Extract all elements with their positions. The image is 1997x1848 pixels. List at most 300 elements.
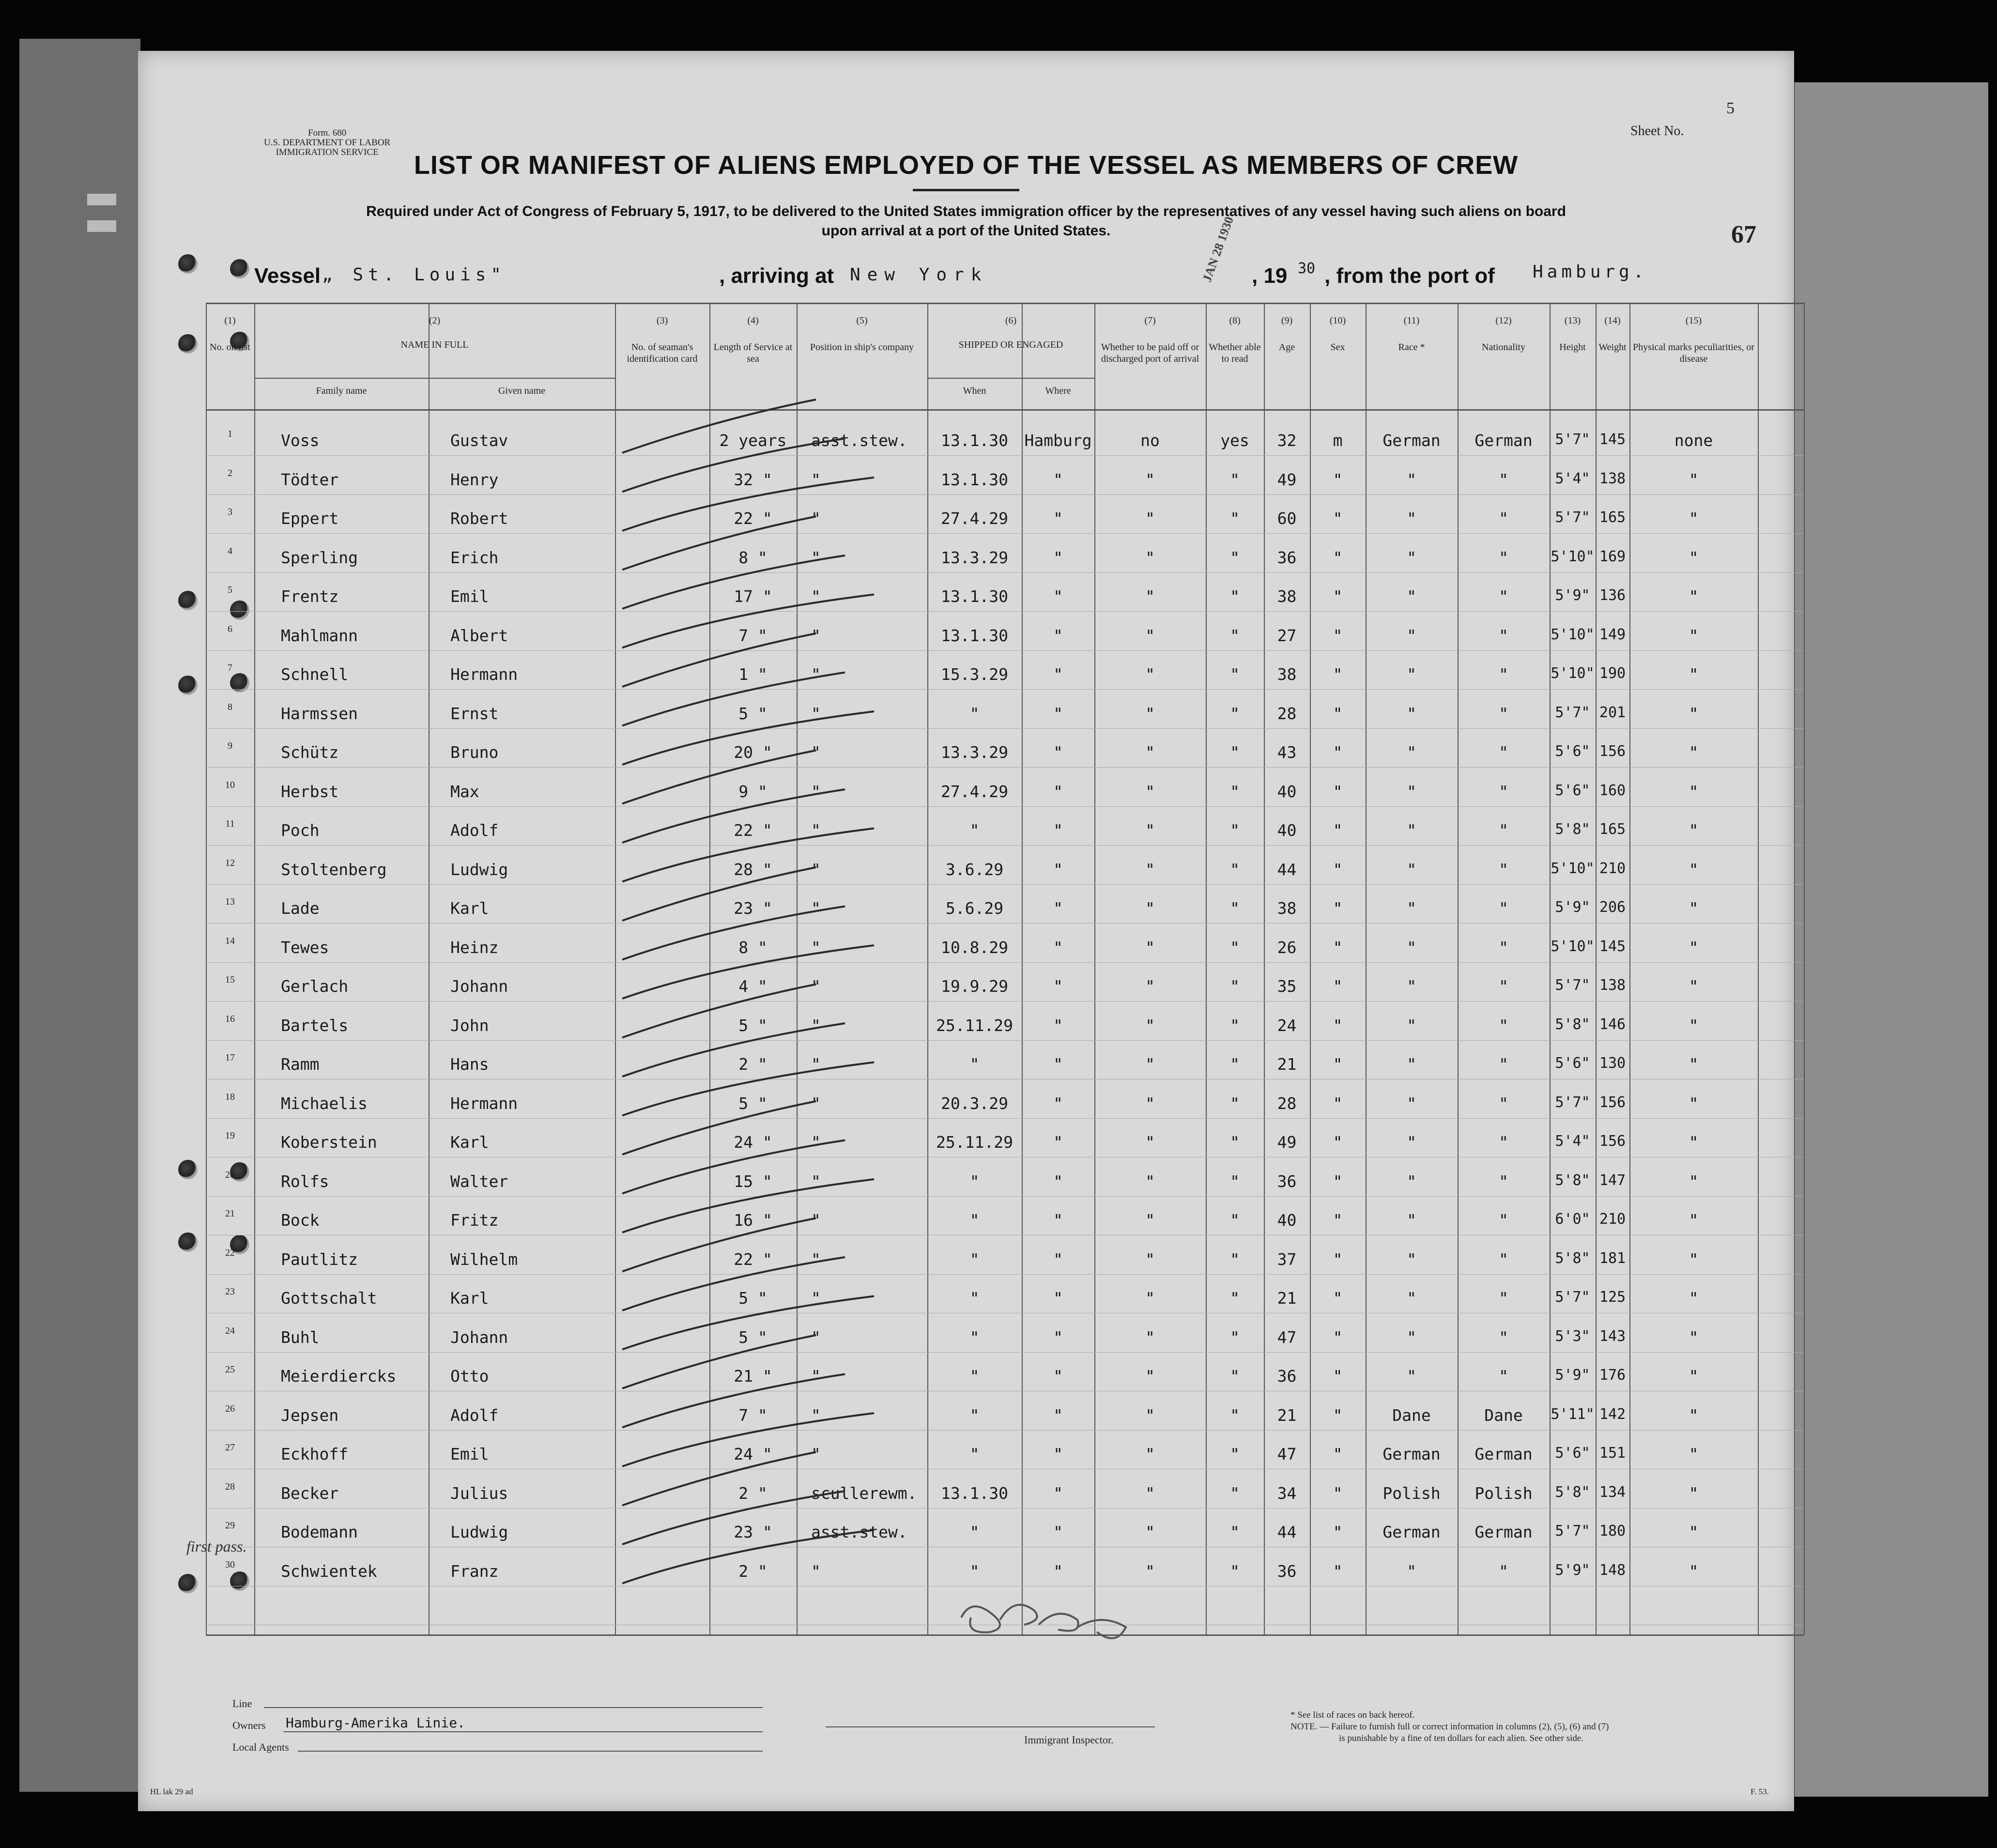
- cell-height: 5'8": [1555, 821, 1590, 838]
- inspector-rule: [826, 1726, 1155, 1727]
- cell-where: ": [1053, 782, 1063, 801]
- cell-marks: ": [1689, 1171, 1699, 1191]
- column-number-c12: (12): [1495, 315, 1512, 326]
- cell-sex: ": [1333, 665, 1343, 684]
- cell-where: ": [1053, 1327, 1063, 1347]
- cell-where: ": [1053, 587, 1063, 606]
- cell-weight: 201: [1599, 704, 1626, 721]
- strike-mark: [622, 673, 845, 726]
- cell-height: 5'10": [1551, 860, 1595, 877]
- cell-nat: ": [1499, 1367, 1508, 1386]
- cell-read: ": [1230, 1289, 1240, 1308]
- strike-mark: [622, 985, 816, 1038]
- left-page-tab: [87, 194, 116, 205]
- cell-weight: 181: [1599, 1249, 1626, 1267]
- cell-family: Becker: [281, 1483, 339, 1503]
- strike-mark: [622, 1296, 874, 1350]
- cell-race: Dane: [1392, 1405, 1431, 1425]
- cell-where: ": [1053, 704, 1063, 723]
- cell-family: Gottschalt: [281, 1289, 377, 1308]
- cell-family: Voss: [281, 431, 320, 450]
- cell-age: 38: [1277, 665, 1297, 684]
- strike-mark: [622, 829, 874, 882]
- footer-notes: [1290, 1709, 1609, 1744]
- cell-when: 20.3.29: [940, 1093, 1009, 1113]
- cell-sex: ": [1333, 1016, 1343, 1035]
- cell-service: 9 ": [738, 782, 768, 801]
- cell-nat: ": [1499, 626, 1508, 645]
- cell-read: ": [1230, 1055, 1240, 1074]
- cell-read: ": [1230, 704, 1240, 723]
- cell-weight: 156: [1599, 1093, 1626, 1111]
- cell-given: Adolf: [450, 821, 499, 840]
- cell-no: 17: [225, 1052, 235, 1063]
- cell-no: 11: [225, 818, 235, 829]
- cell-weight: 145: [1599, 938, 1626, 955]
- strike-mark: [622, 1218, 816, 1272]
- cell-height: 5'4": [1555, 1133, 1590, 1150]
- cell-where: ": [1053, 899, 1063, 918]
- cell-position: ": [811, 1367, 821, 1386]
- cell-no: 25: [225, 1364, 235, 1375]
- cell-paid: ": [1145, 1055, 1155, 1074]
- cell-race: ": [1407, 782, 1416, 801]
- local-agents-label: Local Agents: [232, 1741, 289, 1753]
- cell-weight: 134: [1599, 1483, 1626, 1501]
- cell-service: 28 ": [734, 860, 772, 879]
- cell-service: 24 ": [734, 1445, 772, 1463]
- cell-position: ": [811, 1327, 821, 1347]
- column-number-c5: (5): [856, 315, 868, 326]
- strike-mark: [622, 1179, 874, 1232]
- form-subtitle-2: upon arrival at a port of the United States.: [821, 223, 1111, 239]
- cell-sex: ": [1333, 821, 1343, 840]
- cell-nat: ": [1499, 1249, 1508, 1269]
- manifest-page: [138, 51, 1794, 1811]
- cell-weight: 149: [1599, 626, 1626, 643]
- cell-family: Tödter: [281, 470, 339, 489]
- cell-race: ": [1407, 860, 1416, 879]
- cell-where: ": [1053, 1445, 1063, 1463]
- column-header-c5: Position in ship's company: [810, 342, 914, 353]
- cell-family: Gerlach: [281, 977, 349, 996]
- cell-weight: 138: [1599, 470, 1626, 487]
- cell-race: ": [1407, 1249, 1416, 1269]
- cell-when: 13.1.30: [940, 470, 1009, 489]
- cell-paid: ": [1145, 1289, 1155, 1308]
- cell-when: ": [969, 1327, 980, 1347]
- cell-family: Ramm: [281, 1055, 320, 1074]
- cell-marks: ": [1689, 782, 1699, 801]
- cell-read: ": [1230, 1445, 1240, 1463]
- cell-service: 16 ": [734, 1211, 772, 1230]
- column-header-c12: Nationality: [1482, 342, 1525, 353]
- cell-where: ": [1053, 821, 1063, 840]
- cell-weight: 165: [1599, 821, 1626, 838]
- cell-weight: 148: [1599, 1561, 1626, 1579]
- cell-where: ": [1053, 1171, 1063, 1191]
- cell-where: Hamburg: [1024, 431, 1092, 450]
- cell-when: 13.3.29: [940, 548, 1009, 567]
- strike-mark: [622, 517, 816, 570]
- owners-rule: [283, 1731, 763, 1732]
- cell-given: Erich: [450, 548, 499, 567]
- cell-no: 15: [225, 974, 235, 985]
- cell-nat: ": [1499, 1016, 1508, 1035]
- cell-nat: German: [1475, 431, 1533, 450]
- cell-family: Sperling: [281, 548, 358, 567]
- penalty-note-1: NOTE. — Failure to furnish full or correct information in columns (2), (5), (6) and (7): [1290, 1722, 1609, 1732]
- cell-race: ": [1407, 743, 1416, 762]
- cell-when: ": [969, 1289, 980, 1308]
- strike-mark: [622, 1413, 874, 1466]
- cell-sex: ": [1333, 1523, 1343, 1541]
- cell-read: ": [1230, 1561, 1240, 1581]
- cell-nat: ": [1499, 587, 1508, 606]
- cell-paid: ": [1145, 1016, 1155, 1035]
- cell-no: 20: [225, 1169, 235, 1180]
- penalty-note-2: is punishable by a fine of ten dollars for each alien. See other side.: [1339, 1733, 1583, 1743]
- cell-read: ": [1230, 899, 1240, 918]
- cell-height: 5'3": [1555, 1327, 1590, 1345]
- cell-marks: ": [1689, 1249, 1699, 1269]
- cell-position: asst.stew.: [811, 1523, 907, 1541]
- cell-paid: ": [1145, 860, 1155, 879]
- cell-sex: ": [1333, 899, 1343, 918]
- cell-paid: ": [1145, 587, 1155, 606]
- cell-sex: ": [1333, 1171, 1343, 1191]
- cell-weight: 210: [1599, 860, 1626, 877]
- cell-family: Pautlitz: [281, 1249, 358, 1269]
- cell-position: ": [811, 1171, 821, 1191]
- cell-no: 23: [225, 1286, 235, 1297]
- races-note: * See list of races on back hereof.: [1290, 1710, 1415, 1720]
- cell-no: 8: [228, 701, 232, 712]
- cell-service: 8 ": [738, 938, 768, 957]
- year-value: 30: [1298, 260, 1316, 277]
- cell-when: 25.11.29: [936, 1133, 1013, 1152]
- cell-height: 5'7": [1555, 704, 1590, 721]
- cell-marks: ": [1689, 1327, 1699, 1347]
- cell-where: ": [1053, 1561, 1063, 1581]
- cell-family: Mahlmann: [281, 626, 358, 645]
- page-number: 67: [1731, 221, 1756, 248]
- cell-sex: ": [1333, 1561, 1343, 1581]
- cell-read: ": [1230, 1016, 1240, 1035]
- cell-paid: ": [1145, 1171, 1155, 1191]
- cell-sex: ": [1333, 977, 1343, 996]
- cell-family: Koberstein: [281, 1133, 377, 1152]
- cell-no: 21: [225, 1208, 235, 1219]
- cell-service: 22 ": [734, 821, 772, 840]
- strike-mark: [622, 751, 816, 804]
- cell-race: ": [1407, 1093, 1416, 1113]
- cell-when: ": [969, 1561, 980, 1581]
- department: U.S. DEPARTMENT OF LABOR: [264, 138, 391, 148]
- cell-where: ": [1053, 509, 1063, 528]
- cell-sex: ": [1333, 782, 1343, 801]
- cell-race: ": [1407, 1561, 1416, 1581]
- cell-position: ": [811, 1289, 821, 1308]
- cell-sex: ": [1333, 548, 1343, 567]
- cell-paid: ": [1145, 665, 1155, 684]
- form-subtitle-1: Required under Act of Congress of February 5, 1917, to be delivered to the United States immigration officer by the representatives of any vessel having such aliens on board: [366, 203, 1566, 219]
- cell-sex: ": [1333, 1367, 1343, 1386]
- cell-marks: ": [1689, 704, 1699, 723]
- cell-position: ": [811, 1093, 821, 1113]
- cell-paid: ": [1145, 1445, 1155, 1463]
- cell-given: Fritz: [450, 1211, 499, 1230]
- strike-mark: [622, 907, 845, 960]
- strike-mark: [622, 867, 816, 921]
- cell-age: 34: [1277, 1483, 1297, 1503]
- cell-given: Henry: [450, 470, 499, 489]
- cell-paid: ": [1145, 1327, 1155, 1347]
- cell-family: Herbst: [281, 782, 339, 801]
- cell-when: 13.1.30: [940, 1483, 1009, 1503]
- cell-no: 5: [228, 585, 232, 595]
- cell-marks: ": [1689, 548, 1699, 567]
- adjacent-page-right: [1792, 82, 1988, 1797]
- cell-weight: 130: [1599, 1055, 1626, 1072]
- cell-race: ": [1407, 1211, 1416, 1230]
- owners-value: Hamburg-Amerika Linie.: [286, 1715, 465, 1731]
- cell-race: ": [1407, 548, 1416, 567]
- cell-no: 10: [225, 779, 235, 790]
- cell-marks: ": [1689, 665, 1699, 684]
- cell-marks: ": [1689, 1483, 1699, 1503]
- cell-age: 21: [1277, 1405, 1297, 1425]
- cell-marks: ": [1689, 1093, 1699, 1113]
- sheet-number: 5: [1726, 99, 1735, 117]
- column-header-where: Where: [1045, 385, 1071, 396]
- cell-service: 2 ": [738, 1561, 768, 1581]
- cell-height: 5'10": [1551, 938, 1595, 955]
- cell-read: ": [1230, 548, 1240, 567]
- cell-service: 32 ": [734, 470, 772, 489]
- margin-note: first pass.: [186, 1538, 247, 1555]
- cell-no: 1: [228, 429, 232, 439]
- cell-paid: no: [1140, 431, 1160, 450]
- cell-nat: ": [1499, 938, 1508, 957]
- column-header-given-name: Given name: [498, 385, 546, 396]
- cell-marks: ": [1689, 938, 1699, 957]
- cell-age: 47: [1277, 1445, 1297, 1463]
- cell-service: 7 ": [738, 1405, 768, 1425]
- column-header-c13: Height: [1559, 342, 1586, 353]
- cell-race: ": [1407, 704, 1416, 723]
- year-label: , 19: [1252, 264, 1288, 288]
- cell-family: Frentz: [281, 587, 339, 606]
- cell-age: 40: [1277, 782, 1297, 801]
- cell-marks: ": [1689, 1133, 1699, 1152]
- cell-nat: German: [1475, 1445, 1533, 1463]
- cell-age: 40: [1277, 1211, 1297, 1230]
- vessel-name: „ St. Louis": [322, 265, 507, 285]
- cell-sex: ": [1333, 1289, 1343, 1308]
- cell-read: yes: [1220, 431, 1249, 450]
- column-number-c8: (8): [1229, 315, 1241, 326]
- cell-when: ": [969, 1445, 980, 1463]
- cell-position: ": [811, 470, 821, 489]
- cell-family: Schwientek: [281, 1561, 377, 1581]
- cell-service: 7 ": [738, 626, 768, 645]
- cell-given: John: [450, 1016, 489, 1035]
- cell-service: 15 ": [734, 1171, 772, 1191]
- cell-when: 13.3.29: [940, 743, 1009, 762]
- cell-sex: ": [1333, 626, 1343, 645]
- cell-marks: ": [1689, 1405, 1699, 1425]
- cell-paid: ": [1145, 1367, 1155, 1386]
- strike-mark: [622, 1140, 845, 1194]
- cell-nat: ": [1499, 1055, 1508, 1074]
- cell-where: ": [1053, 1016, 1063, 1035]
- cell-position: ": [811, 1445, 821, 1463]
- sheet-label: Sheet No.: [1630, 123, 1684, 139]
- cell-position: ": [811, 1055, 821, 1074]
- cell-marks: ": [1689, 626, 1699, 645]
- strike-mark: [622, 633, 816, 687]
- column-header-c8: Whether able to read: [1209, 342, 1261, 364]
- cell-marks: ": [1689, 1016, 1699, 1035]
- cell-age: 44: [1277, 860, 1297, 879]
- cell-position: asst.stew.: [811, 431, 907, 450]
- cell-given: Franz: [450, 1561, 499, 1581]
- cell-where: ": [1053, 1133, 1063, 1152]
- cell-read: ": [1230, 1093, 1240, 1113]
- column-number-c15: (15): [1685, 315, 1702, 326]
- cell-sex: ": [1333, 1483, 1343, 1503]
- cell-service: 2 years: [719, 431, 787, 450]
- cell-read: ": [1230, 509, 1240, 528]
- cell-marks: ": [1689, 1367, 1699, 1386]
- cell-given: Hermann: [450, 1093, 518, 1113]
- cell-age: 27: [1277, 626, 1297, 645]
- strike-mark: [622, 1374, 845, 1428]
- cell-no: 9: [228, 740, 232, 751]
- cell-when: ": [969, 1367, 980, 1386]
- cell-position: ": [811, 1405, 821, 1425]
- cell-read: ": [1230, 1249, 1240, 1269]
- cell-read: ": [1230, 1211, 1240, 1230]
- cell-marks: ": [1689, 1289, 1699, 1308]
- cell-weight: 176: [1599, 1367, 1626, 1384]
- cell-weight: 160: [1599, 782, 1626, 799]
- cell-paid: ": [1145, 1211, 1155, 1230]
- cell-family: Eckhoff: [281, 1445, 349, 1463]
- cell-paid: ": [1145, 626, 1155, 645]
- cell-given: Ludwig: [450, 860, 508, 879]
- cell-when: ": [969, 1055, 980, 1074]
- cell-marks: ": [1689, 509, 1699, 528]
- cell-height: 5'7": [1555, 1093, 1590, 1111]
- cell-position: ": [811, 587, 821, 606]
- cell-service: 22 ": [734, 1249, 772, 1269]
- column-header-c15: Physical marks peculiarities, or disease: [1632, 342, 1755, 364]
- cell-family: Bodemann: [281, 1523, 358, 1541]
- cell-service: 5 ": [738, 704, 768, 723]
- owners-label: Owners: [232, 1719, 266, 1731]
- cell-race: ": [1407, 1133, 1416, 1152]
- cell-no: 7: [228, 662, 232, 673]
- cell-service: 5 ": [738, 1093, 768, 1113]
- cell-no: 19: [225, 1130, 235, 1141]
- cell-no: 28: [225, 1481, 235, 1492]
- cell-service: 4 ": [738, 977, 768, 996]
- cell-weight: 142: [1599, 1405, 1626, 1423]
- cell-nat: ": [1499, 821, 1508, 840]
- cell-race: ": [1407, 899, 1416, 918]
- cell-age: 24: [1277, 1016, 1297, 1035]
- cell-race: Polish: [1383, 1483, 1441, 1503]
- cell-where: ": [1053, 1405, 1063, 1425]
- cell-service: 22 ": [734, 509, 772, 528]
- cell-weight: 165: [1599, 509, 1626, 526]
- column-number-c10: (10): [1329, 315, 1346, 326]
- cell-height: 5'8": [1555, 1016, 1590, 1033]
- strike-mark: [622, 595, 874, 648]
- arriving-port: New York: [850, 265, 988, 285]
- cell-given: Karl: [450, 1289, 489, 1308]
- cell-marks: ": [1689, 977, 1699, 996]
- cell-no: 12: [225, 857, 235, 868]
- cell-marks: ": [1689, 1523, 1699, 1541]
- cell-paid: ": [1145, 1093, 1155, 1113]
- cell-age: 36: [1277, 1561, 1297, 1581]
- cell-height: 5'6": [1555, 782, 1590, 799]
- line-rule: [264, 1707, 763, 1708]
- cell-nat: ": [1499, 1171, 1508, 1191]
- cell-race: ": [1407, 470, 1416, 489]
- column-header-c2: NAME IN FULL: [400, 339, 469, 350]
- cell-nat: ": [1499, 704, 1508, 723]
- cell-weight: 206: [1599, 899, 1626, 916]
- cell-race: ": [1407, 1289, 1416, 1308]
- cell-position: ": [811, 860, 821, 879]
- strike-mark: [622, 400, 816, 453]
- cell-paid: ": [1145, 1405, 1155, 1425]
- cell-paid: ": [1145, 782, 1155, 801]
- cell-age: 28: [1277, 704, 1297, 723]
- service: IMMIGRATION SERVICE: [276, 147, 379, 157]
- cell-no: 2: [228, 467, 232, 478]
- cell-position: ": [811, 1249, 821, 1269]
- cell-position: ": [811, 899, 821, 918]
- cell-nat: German: [1475, 1523, 1533, 1541]
- cell-position: ": [811, 548, 821, 567]
- cell-family: Rolfs: [281, 1171, 329, 1191]
- cell-when: 10.8.29: [940, 938, 1009, 957]
- column-rule: [1804, 303, 1805, 1634]
- cell-sex: ": [1333, 470, 1343, 489]
- strike-mark: [622, 1530, 874, 1584]
- cell-position: ": [811, 509, 821, 528]
- cell-nat: ": [1499, 1133, 1508, 1152]
- cell-position: ": [811, 782, 821, 801]
- cell-sex: ": [1333, 704, 1343, 723]
- cell-when: ": [969, 1405, 980, 1425]
- column-header-c14: Weight: [1598, 342, 1627, 353]
- cell-age: 47: [1277, 1327, 1297, 1347]
- column-header-c9: Age: [1278, 342, 1295, 353]
- cell-weight: 156: [1599, 1133, 1626, 1150]
- cell-paid: ": [1145, 821, 1155, 840]
- cell-where: ": [1053, 1483, 1063, 1503]
- cell-when: 3.6.29: [945, 860, 1004, 879]
- column-number-c3: (3): [656, 315, 668, 326]
- cell-weight: 180: [1599, 1523, 1626, 1540]
- cell-height: 5'6": [1555, 1055, 1590, 1072]
